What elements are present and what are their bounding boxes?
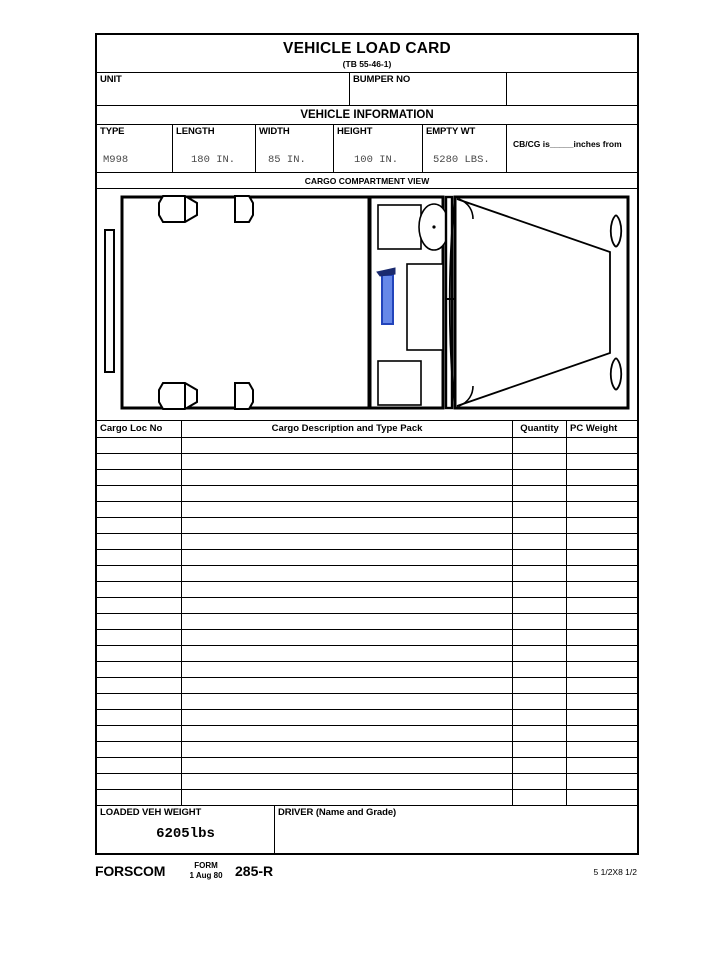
vehicle-height-value: 100 IN. bbox=[354, 154, 399, 166]
table-row[interactable] bbox=[97, 454, 637, 470]
table-row[interactable] bbox=[97, 758, 637, 774]
cargo-row-loc-no[interactable] bbox=[97, 630, 182, 645]
cb-cg-prefix: CB/CG is bbox=[513, 139, 550, 149]
cargo-row-quantity[interactable] bbox=[513, 614, 567, 629]
cargo-compartment-diagram bbox=[97, 189, 637, 421]
cargo-row-pc-weight[interactable] bbox=[567, 534, 637, 549]
vehicle-length-label: LENGTH bbox=[176, 126, 215, 137]
cargo-row-description[interactable] bbox=[182, 630, 513, 645]
table-row[interactable] bbox=[97, 790, 637, 806]
cargo-row-loc-no[interactable] bbox=[97, 550, 182, 565]
cargo-row-description[interactable] bbox=[182, 614, 513, 629]
loaded-veh-weight-label: LOADED VEH WEIGHT bbox=[100, 807, 202, 818]
cargo-row-description[interactable] bbox=[182, 518, 513, 533]
cargo-row-pc-weight[interactable] bbox=[567, 678, 637, 693]
cargo-row-pc-weight[interactable] bbox=[567, 646, 637, 661]
tailgate-bar bbox=[105, 230, 114, 372]
cargo-row-pc-weight[interactable] bbox=[567, 774, 637, 789]
cargo-row-quantity[interactable] bbox=[513, 646, 567, 661]
cargo-row-description[interactable] bbox=[182, 486, 513, 501]
cargo-item-placed[interactable] bbox=[382, 275, 393, 324]
cargo-row-pc-weight[interactable] bbox=[567, 438, 637, 453]
vehicle-height-field[interactable] bbox=[334, 125, 423, 172]
cargo-row-quantity[interactable] bbox=[513, 758, 567, 773]
table-row[interactable] bbox=[97, 502, 637, 518]
cargo-row-quantity[interactable] bbox=[513, 694, 567, 709]
table-row[interactable] bbox=[97, 726, 637, 742]
cargo-row-description[interactable] bbox=[182, 598, 513, 613]
form-agency: FORSCOM bbox=[95, 863, 166, 879]
unit-label: UNIT bbox=[100, 74, 122, 85]
cargo-row-description[interactable] bbox=[182, 566, 513, 581]
form-identification-line bbox=[95, 861, 639, 887]
table-row[interactable] bbox=[97, 438, 637, 454]
cargo-row-loc-no[interactable] bbox=[97, 438, 182, 453]
cargo-row-quantity[interactable] bbox=[513, 790, 567, 805]
vehicle-width-field[interactable] bbox=[256, 125, 334, 172]
cargo-row-pc-weight[interactable] bbox=[567, 454, 637, 469]
cargo-row-pc-weight[interactable] bbox=[567, 582, 637, 597]
cargo-row-quantity[interactable] bbox=[513, 678, 567, 693]
cargo-row-quantity[interactable] bbox=[513, 502, 567, 517]
cargo-row-description[interactable] bbox=[182, 502, 513, 517]
cargo-row-description[interactable] bbox=[182, 454, 513, 469]
cargo-row-loc-no[interactable] bbox=[97, 598, 182, 613]
table-row[interactable] bbox=[97, 566, 637, 582]
table-row[interactable] bbox=[97, 694, 637, 710]
cargo-row-loc-no[interactable] bbox=[97, 582, 182, 597]
cargo-row-description[interactable] bbox=[182, 726, 513, 741]
footer-fields-row bbox=[97, 806, 637, 853]
cargo-compartment-view-heading: CARGO COMPARTMENT VIEW bbox=[97, 173, 637, 189]
cargo-row-description[interactable] bbox=[182, 710, 513, 725]
driver-label: DRIVER (Name and Grade) bbox=[278, 807, 397, 818]
table-row[interactable] bbox=[97, 678, 637, 694]
bumper-no-field[interactable] bbox=[350, 73, 507, 105]
table-row[interactable] bbox=[97, 614, 637, 630]
cargo-row-quantity[interactable] bbox=[513, 710, 567, 725]
identification-row bbox=[97, 73, 637, 106]
cargo-row-loc-no[interactable] bbox=[97, 726, 182, 741]
cargo-row-loc-no[interactable] bbox=[97, 758, 182, 773]
cargo-row-loc-no[interactable] bbox=[97, 614, 182, 629]
cb-cg-field[interactable] bbox=[507, 125, 637, 172]
driver-field[interactable] bbox=[275, 806, 637, 853]
cargo-table-header-row bbox=[97, 421, 637, 438]
cargo-row-pc-weight[interactable] bbox=[567, 566, 637, 581]
cargo-row-pc-weight[interactable] bbox=[567, 614, 637, 629]
cargo-row-pc-weight[interactable] bbox=[567, 486, 637, 501]
cargo-table-body bbox=[97, 438, 637, 806]
table-row[interactable] bbox=[97, 550, 637, 566]
seat-left-rear bbox=[378, 361, 421, 405]
cargo-row-loc-no[interactable] bbox=[97, 486, 182, 501]
cargo-bed-outline bbox=[122, 197, 369, 408]
cargo-row-pc-weight[interactable] bbox=[567, 630, 637, 645]
table-row[interactable] bbox=[97, 534, 637, 550]
vehicle-load-card-form bbox=[95, 33, 639, 887]
vehicle-top-view-svg bbox=[97, 189, 638, 419]
cargo-row-loc-no[interactable] bbox=[97, 742, 182, 757]
cargo-table-header-pc-weight: PC Weight bbox=[570, 423, 618, 434]
table-row[interactable] bbox=[97, 630, 637, 646]
vehicle-width-label: WIDTH bbox=[259, 126, 290, 137]
vehicle-information-row bbox=[97, 125, 637, 173]
vehicle-empty-weight-field[interactable] bbox=[423, 125, 507, 172]
cargo-row-description[interactable] bbox=[182, 534, 513, 549]
cb-cg-text bbox=[507, 125, 637, 150]
cargo-row-loc-no[interactable] bbox=[97, 662, 182, 677]
cargo-row-description[interactable] bbox=[182, 646, 513, 661]
cargo-row-quantity[interactable] bbox=[513, 486, 567, 501]
table-row[interactable] bbox=[97, 470, 637, 486]
loaded-veh-weight-field[interactable] bbox=[97, 806, 275, 853]
center-console bbox=[407, 264, 443, 350]
cargo-row-quantity[interactable] bbox=[513, 726, 567, 741]
table-row[interactable] bbox=[97, 598, 637, 614]
cargo-row-description[interactable] bbox=[182, 550, 513, 565]
cargo-row-loc-no[interactable] bbox=[97, 470, 182, 485]
vehicle-length-field[interactable] bbox=[173, 125, 256, 172]
cargo-row-loc-no[interactable] bbox=[97, 678, 182, 693]
cargo-row-description[interactable] bbox=[182, 438, 513, 453]
table-row[interactable] bbox=[97, 582, 637, 598]
cargo-row-quantity[interactable] bbox=[513, 566, 567, 581]
steering-column-hub bbox=[432, 225, 435, 228]
table-row[interactable] bbox=[97, 710, 637, 726]
cargo-row-quantity[interactable] bbox=[513, 454, 567, 469]
vehicle-information-heading: VEHICLE INFORMATION bbox=[97, 106, 637, 125]
form-date: 1 Aug 80 bbox=[189, 871, 223, 880]
unit-field[interactable] bbox=[97, 73, 350, 105]
cargo-row-pc-weight[interactable] bbox=[567, 726, 637, 741]
page-title: VEHICLE LOAD CARD bbox=[283, 40, 451, 57]
cargo-row-pc-weight[interactable] bbox=[567, 710, 637, 725]
wheel-rear-right-outer-icon bbox=[235, 383, 253, 409]
cargo-row-loc-no[interactable] bbox=[97, 774, 182, 789]
cargo-row-description[interactable] bbox=[182, 758, 513, 773]
cargo-row-quantity[interactable] bbox=[513, 774, 567, 789]
cargo-row-quantity[interactable] bbox=[513, 470, 567, 485]
cargo-row-quantity[interactable] bbox=[513, 662, 567, 677]
identification-extra-field[interactable] bbox=[507, 73, 637, 105]
cargo-row-description[interactable] bbox=[182, 662, 513, 677]
cargo-row-pc-weight[interactable] bbox=[567, 742, 637, 757]
table-row[interactable] bbox=[97, 646, 637, 662]
cargo-row-loc-no[interactable] bbox=[97, 534, 182, 549]
vehicle-type-value: M998 bbox=[103, 154, 129, 166]
vehicle-height-label: HEIGHT bbox=[337, 126, 373, 137]
form-title-block bbox=[97, 35, 637, 73]
page-subtitle: (TB 55-46-1) bbox=[342, 59, 392, 69]
bumper-no-label: BUMPER NO bbox=[353, 74, 411, 85]
vehicle-width-value: 85 IN. bbox=[268, 154, 306, 166]
loaded-veh-weight-value: 6205lbs bbox=[156, 825, 215, 842]
wheel-rear-left-icon bbox=[159, 196, 197, 222]
form-outer-border bbox=[95, 33, 639, 855]
cargo-row-description[interactable] bbox=[182, 774, 513, 789]
table-row[interactable] bbox=[97, 774, 637, 790]
form-word: FORM bbox=[194, 861, 218, 870]
cargo-row-quantity[interactable] bbox=[513, 534, 567, 549]
cargo-row-quantity[interactable] bbox=[513, 742, 567, 757]
cargo-table-header-loc-no: Cargo Loc No bbox=[97, 421, 182, 437]
cargo-row-description[interactable] bbox=[182, 790, 513, 805]
seat-left-front bbox=[378, 205, 421, 249]
wheel-rear-left-outer-icon bbox=[235, 196, 253, 222]
table-row[interactable] bbox=[97, 742, 637, 758]
cargo-row-pc-weight[interactable] bbox=[567, 694, 637, 709]
cargo-row-description[interactable] bbox=[182, 678, 513, 693]
vehicle-length-value: 180 IN. bbox=[191, 154, 236, 166]
cargo-row-description[interactable] bbox=[182, 742, 513, 757]
form-number: 285-R bbox=[235, 863, 274, 879]
cargo-row-pc-weight[interactable] bbox=[567, 502, 637, 517]
cargo-row-quantity[interactable] bbox=[513, 550, 567, 565]
cargo-table-header-quantity: Quantity bbox=[513, 421, 567, 437]
cargo-row-quantity[interactable] bbox=[513, 518, 567, 533]
cargo-row-loc-no[interactable] bbox=[97, 518, 182, 533]
table-row[interactable] bbox=[97, 518, 637, 534]
cargo-row-loc-no[interactable] bbox=[97, 566, 182, 581]
cargo-row-description[interactable] bbox=[182, 694, 513, 709]
cb-cg-suffix: inches from bbox=[573, 139, 622, 149]
cargo-row-pc-weight[interactable] bbox=[567, 598, 637, 613]
cargo-row-pc-weight[interactable] bbox=[567, 470, 637, 485]
cargo-row-quantity[interactable] bbox=[513, 438, 567, 453]
cargo-row-description[interactable] bbox=[182, 470, 513, 485]
paper-size-note: 5 1/2X8 1/2 bbox=[593, 867, 637, 877]
cargo-row-pc-weight[interactable] bbox=[567, 790, 637, 805]
cargo-table-header-description: Cargo Description and Type Pack bbox=[182, 421, 513, 437]
vehicle-empty-weight-value: 5280 LBS. bbox=[433, 154, 490, 166]
cargo-row-loc-no[interactable] bbox=[97, 454, 182, 469]
cargo-row-pc-weight[interactable] bbox=[567, 518, 637, 533]
form-date-block bbox=[183, 861, 229, 881]
cb-cg-blank: _____ bbox=[549, 139, 574, 149]
cargo-row-quantity[interactable] bbox=[513, 630, 567, 645]
cargo-row-loc-no[interactable] bbox=[97, 646, 182, 661]
vehicle-empty-weight-label: EMPTY WT bbox=[426, 126, 476, 137]
cargo-row-description[interactable] bbox=[182, 582, 513, 597]
vehicle-type-field[interactable] bbox=[97, 125, 173, 172]
cargo-row-quantity[interactable] bbox=[513, 598, 567, 613]
cargo-row-pc-weight[interactable] bbox=[567, 758, 637, 773]
table-row[interactable] bbox=[97, 662, 637, 678]
table-row[interactable] bbox=[97, 486, 637, 502]
cargo-row-loc-no[interactable] bbox=[97, 694, 182, 709]
cargo-row-quantity[interactable] bbox=[513, 582, 567, 597]
cargo-row-loc-no[interactable] bbox=[97, 710, 182, 725]
cargo-row-pc-weight[interactable] bbox=[567, 662, 637, 677]
cargo-row-loc-no[interactable] bbox=[97, 790, 182, 805]
vehicle-type-label: TYPE bbox=[100, 126, 125, 137]
cargo-row-pc-weight[interactable] bbox=[567, 550, 637, 565]
cargo-row-loc-no[interactable] bbox=[97, 502, 182, 517]
wheel-rear-right-icon bbox=[159, 383, 197, 409]
